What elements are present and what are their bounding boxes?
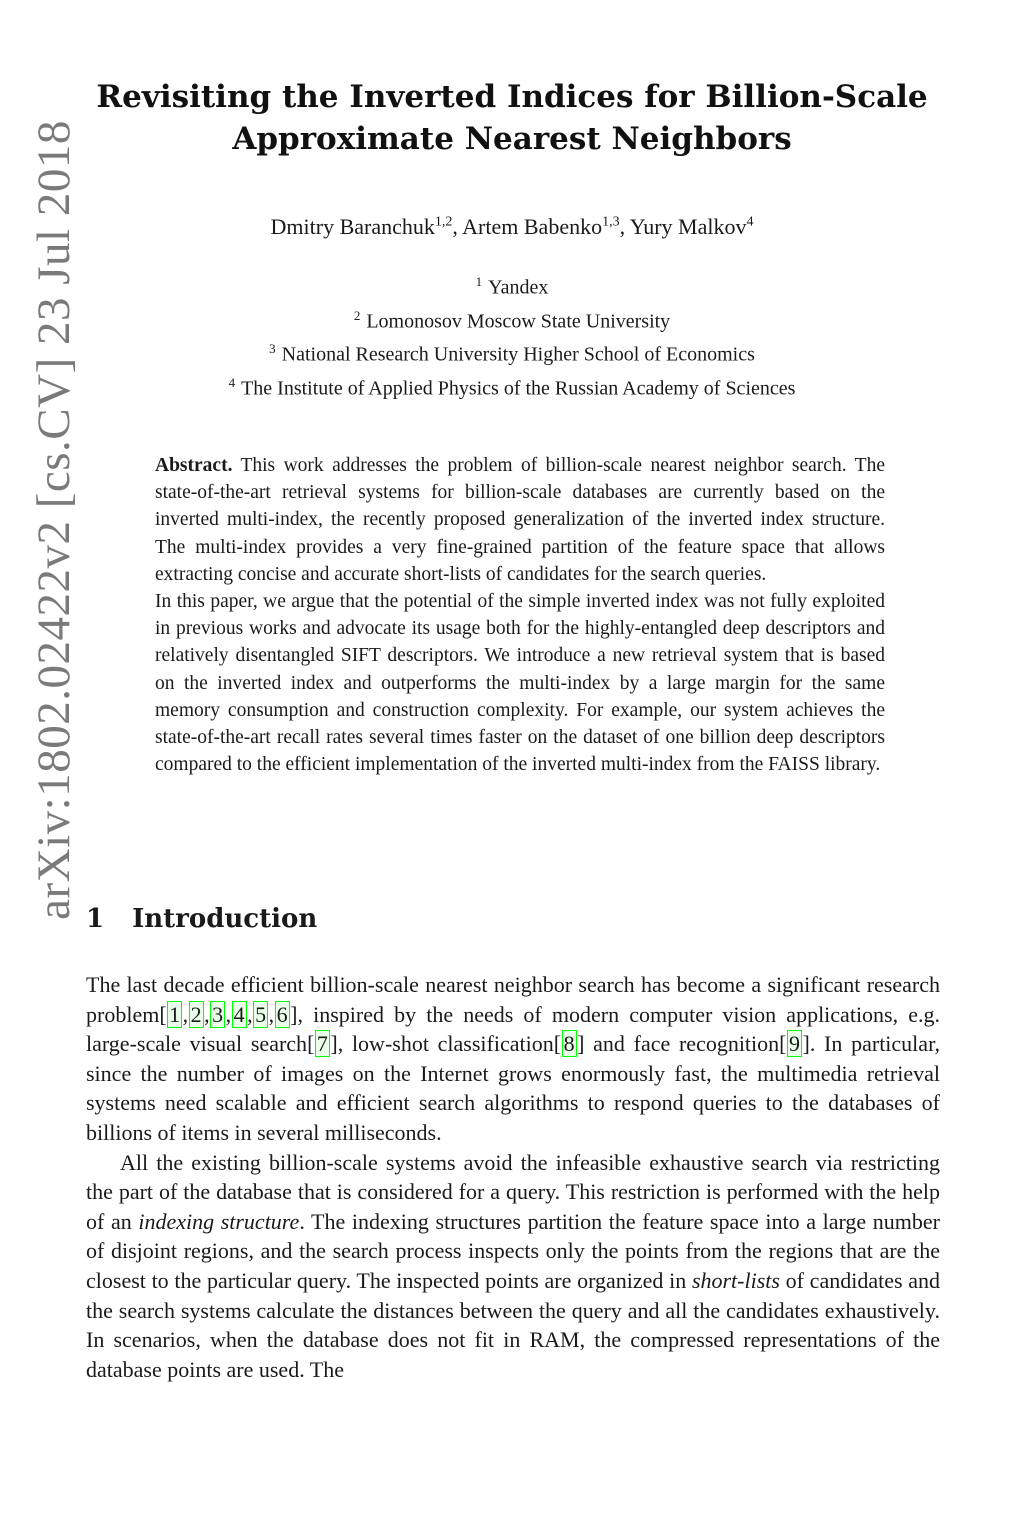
- author-affiliation-mark: 4: [746, 214, 754, 230]
- section-title: Introduction: [132, 904, 318, 934]
- citation-link[interactable]: 4: [233, 1001, 245, 1027]
- author-affiliation-mark: 1,3: [602, 214, 620, 230]
- intro-paragraph-2: All the existing billion-scale systems avoid the infeasible exhaustive search via restricting the part of the database that is considered for a query. This restriction is performed with the help of an indexing structure. The indexing structures partition the feature space into a large number of disjoint regions, and the search process inspects only the points from the regions that are the closest to the particular query. The inspected points are organized in short-lists of candidates and the search systems calculate the distances between the query and all the candidates exhaustively. In scenarios, when the database does not fit in RAM, the compressed representations of the database points are used. The: [86, 1149, 940, 1382]
- author: Yury Malkov$^4$: [629, 214, 754, 239]
- citation-link[interactable]: 9: [789, 1031, 800, 1057]
- abstract: [155, 452, 885, 778]
- emphasis-term: indexing structure: [138, 1208, 300, 1234]
- introduction-body: [86, 970, 940, 1384]
- paper-title: [80, 76, 944, 160]
- citation-group: [ 1 , 2 , 3 , 4 , 5 , 6 ]: [159, 1001, 298, 1027]
- author-list: [80, 214, 944, 240]
- arxiv-identifier[interactable]: arXiv:1802.02422v2 [cs.CV] 23 Jul 2018: [28, 120, 80, 920]
- section-number: 1: [86, 904, 105, 934]
- title-line-1: Revisiting the Inverted Indices for Billion-Scale: [96, 79, 928, 115]
- citation-link[interactable]: 8: [563, 1031, 575, 1057]
- author-affiliation-mark: 1,2: [434, 214, 453, 230]
- citation-link[interactable]: 6: [276, 1001, 288, 1027]
- citation-link[interactable]: 7: [316, 1031, 328, 1057]
- affiliation-item: $^3$ National Research University Higher School of Economics: [269, 341, 755, 366]
- section-heading-introduction: [86, 904, 317, 934]
- title-line-2: Approximate Nearest Neighbors: [232, 121, 792, 157]
- emphasis-term: short-lists: [691, 1267, 780, 1293]
- affiliation-item: $^1$ Yandex: [475, 274, 549, 299]
- affiliation-item: $^4$ The Institute of Applied Physics of the Russian Academy of Sciences: [228, 374, 796, 400]
- author: Artem Babenko$^{1,3}$,: [462, 214, 630, 239]
- abstract-paragraph-2: In this paper, we argue that the potential of the simple inverted index was not fully exploited in previous works and advocate its usage both for the highly-entangled deep descriptors and relatively disentangled SIFT descriptors. We introduce a new retrieval system that is based on the inverted index and outperforms the multi-index by a large margin for the same memory consumption and construction complexity. For example, our system achieves the state-of-the-art recall rates several times faster on the dataset of one billion deep descriptors compared to the efficient implementation of the inverted multi-index from the FAISS library.: [155, 591, 885, 776]
- citation-link[interactable]: 2: [190, 1001, 202, 1027]
- citation-link[interactable]: 5: [255, 1001, 267, 1027]
- author: Dmitry Baranchuk$^{1,2}$,: [270, 214, 463, 239]
- citation-link[interactable]: 3: [212, 1001, 224, 1027]
- affiliation-list: [80, 268, 944, 403]
- affiliation-item: $^2$ Lomonosov Moscow State University: [353, 307, 671, 333]
- citation-link[interactable]: 1: [169, 1001, 181, 1027]
- abstract-label: Abstract.: [155, 455, 233, 476]
- abstract-paragraph-1: Abstract. This work addresses the problem of billion-scale nearest neighbor search. The state-of-the-art retrieval systems for billion-scale databases are currently based on the inverted multi-index, the recently proposed generalization of the inverted index structure. The multi-index provides a very fine-grained partition of the feature space that allows extracting concise and accurate short-lists of candidates for the search queries.: [155, 455, 885, 585]
- intro-paragraph-1: The last decade efficient billion-scale nearest neighbor search has become a significant research problem[ 1 , 2 , 3 , 4 , 5 , 6 ], inspired by the needs of modern computer vision applications, e.g. large-scale visual search[ 7 ], low-shot classification[ 8 ] and face recognition[ 9 ]. In particular, since the number of images on the Internet grows enormously fast, the multimedia retrieval systems need scalable and efficient search algorithms to respond queries to the databases of billions of items in several milliseconds.: [86, 972, 941, 1145]
